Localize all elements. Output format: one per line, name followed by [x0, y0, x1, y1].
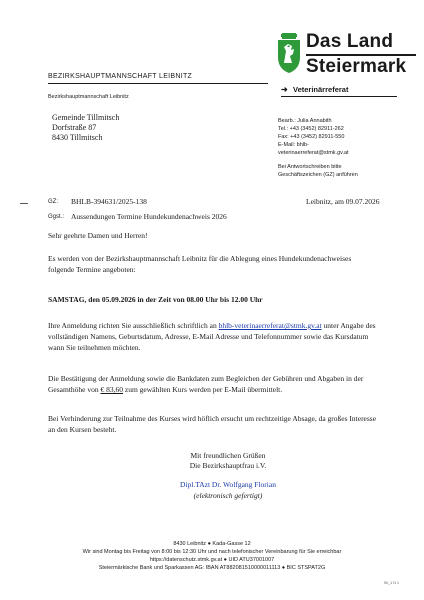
recipient-line-3: 8430 Tillmitsch: [52, 133, 103, 142]
paragraph-confirmation: [48, 373, 378, 395]
authority-name: BEZIRKSHAUPTMANNSCHAFT LEIBNITZ: [48, 73, 193, 80]
paragraph-intro: Es werden von der Bezirkshauptmannschaft Leibnitz für die Ablegung eines Hundekundenachweises folgende Termine angeboten:: [48, 254, 352, 274]
page-id: Sh_1 f1 1: [384, 581, 399, 585]
closing-greeting: Mit freundlichen Grüßen: [190, 451, 266, 460]
contact-phone: Tel.: +43 (3452) 82911-262: [278, 126, 344, 132]
arrow-right-icon: ➜: [281, 85, 288, 94]
confirmation-text-end: zum gewählten Kurs werden per E-Mail übermittelt.: [123, 385, 283, 394]
letter-date: Leibnitz, am 09.07.2026: [306, 197, 380, 206]
course-date: [48, 294, 378, 305]
confirmation-text-start: Die Bestätigung der Anmeldung sowie die Bankdaten zum Begleichen der Gebühren und Abgaben in der Gesamthöhe von: [48, 374, 364, 394]
course-date-detail: , den 05.09.2026 in der Zeit von 08.00 Uhr bis 12.00 Uhr: [84, 295, 263, 304]
footer-privacy: https://datenschutz.stmk.gv.at ● UID ATU37001007: [149, 557, 275, 563]
footer-address: 8430 Leibnitz ● Kada-Gasse 12: [173, 541, 251, 547]
fee-amount: € 83,60: [100, 385, 123, 394]
gz-label: GZ:: [48, 199, 58, 205]
paragraph-registration: [48, 320, 378, 353]
subject-value: Aussendungen Termine Hundekundenachweis 2026: [71, 212, 227, 221]
logo-line-2: Steiermark: [306, 56, 407, 77]
registration-text-start: Ihre Anmeldung richten Sie ausschließlich schriftlich an: [48, 321, 219, 330]
logo-line-1: Das Land: [306, 31, 394, 52]
paragraph-cancellation: Bei Verhinderung zur Teilnahme des Kurses wird höflich ersucht um rechtzeitige Absage, da großes Interesse an den Kursen besteht.: [48, 414, 377, 434]
department-name: Veterinärreferat: [293, 85, 349, 94]
gz-value: BHLB-394631/2025-138: [71, 197, 147, 206]
coat-of-arms-icon: [276, 33, 302, 73]
recipient-line-1: Gemeinde Tillmitsch: [52, 113, 120, 122]
contact-email-label: E-Mail: bhlb-: [278, 142, 309, 148]
fold-mark: [20, 203, 28, 204]
signature-note: (elektronisch gefertigt): [193, 491, 263, 500]
signatory-role: Die Bezirkshauptfrau i.V.: [189, 461, 267, 470]
contact-fax: Fax: +43 (3452) 82911-550: [278, 134, 345, 140]
registration-email-link[interactable]: bhlb-veterinaerreferat@stmk.gv.at: [218, 321, 322, 330]
footer-hours: Wir sind Montag bis Freitag von 8:00 bis 12:30 Uhr und nach telefonischer Vereinbarung für Sie erreichbar: [82, 549, 342, 555]
footer-bank: Steiermärkische Bank und Sparkassen AG: IBAN AT882081510000011113 ● BIC STSPAT2G: [98, 565, 326, 571]
contact-note-2: Geschäftszeichen (GZ) anführen: [278, 172, 358, 178]
salutation: Sehr geehrte Damen und Herren!: [48, 231, 148, 240]
recipient-line-2: Dorfstraße 87: [52, 123, 97, 132]
authority-rule: [48, 83, 268, 84]
registration-text-end: unter Angabe des vollständigen Namens, Geburtsdatum, Adresse, E-Mail Adresse und Telefonnummer sowie das Kursdatum wann Sie teilnehmen möchten.: [48, 321, 376, 352]
contact-email: veterinaerreferat@stmk.gv.at: [278, 150, 349, 156]
subject-label: Ggst.:: [48, 214, 65, 220]
signatory-name: Dipl.TAzt Dr. Wolfgang Florian: [180, 480, 276, 489]
department-rule: [281, 96, 397, 97]
course-day: SAMSTAG: [48, 295, 85, 304]
contact-note-1: Bei Antwortschreiben bitte: [278, 164, 342, 170]
contact-clerk: Bearb.: Julia Annabith: [278, 118, 332, 124]
sender-line: Bezirkshauptmannschaft Leibnitz: [48, 94, 129, 100]
